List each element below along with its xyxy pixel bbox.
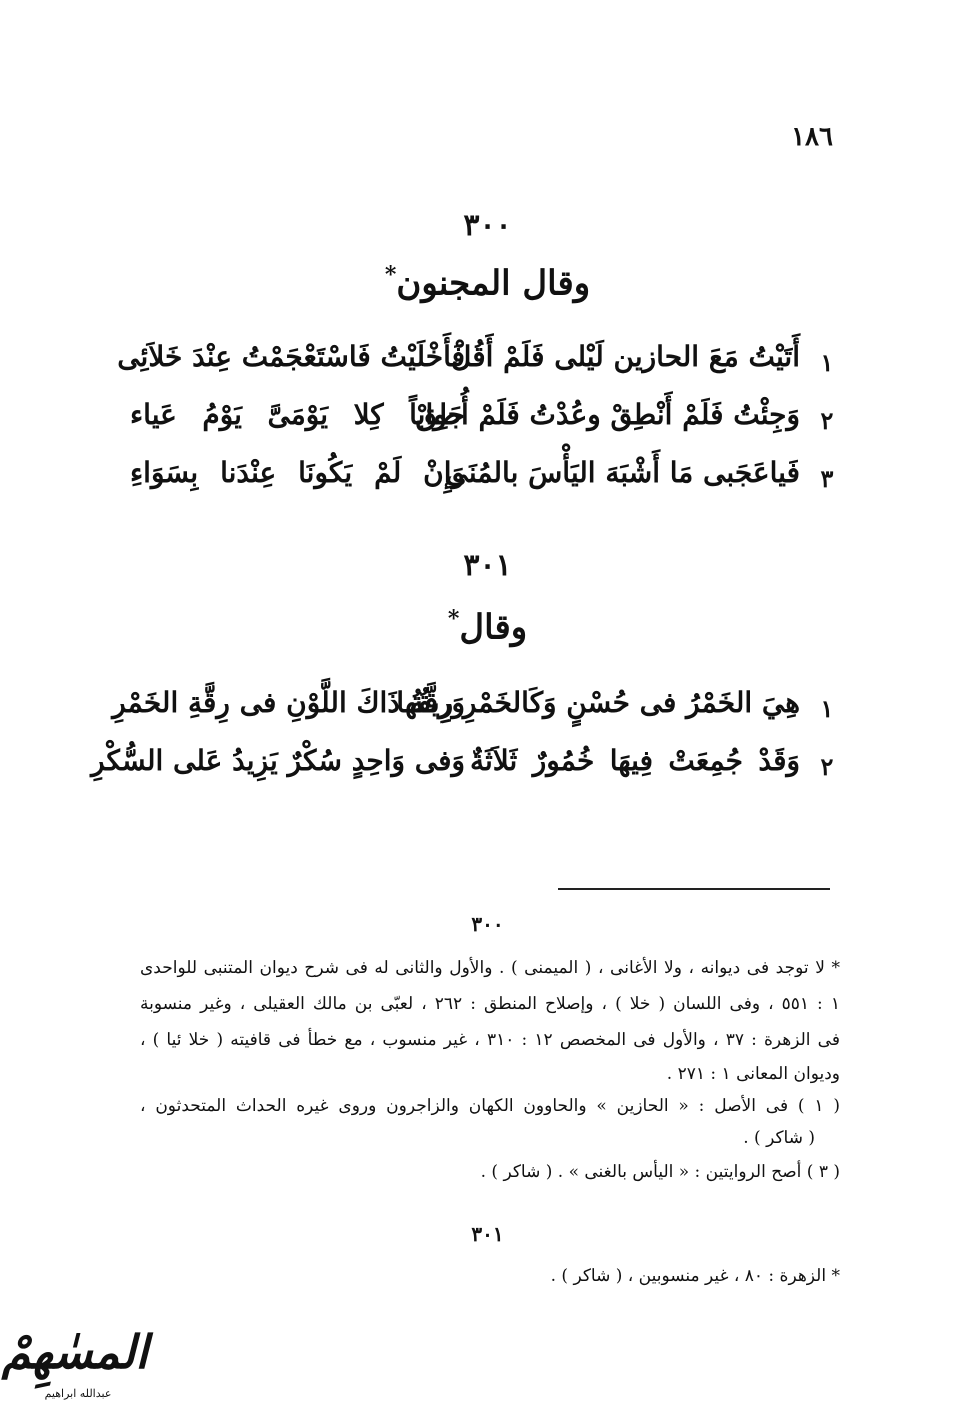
poem-number: ٣٠١ — [463, 548, 512, 583]
poem-heading — [0, 262, 975, 303]
verse-first-hemistich: فَياعَجَبى مَا أَشْبَهَ اليَأْسَ بالمُنَى — [445, 456, 800, 489]
library-stamp-logo — [1, 1325, 148, 1415]
poem-heading-text: وقال المجنون — [396, 263, 591, 304]
verse-second-hemistich: وَفى وَاحِدٍ سُكْرٌ يَزِيدُ عَلى السُّكْرِ — [91, 744, 465, 777]
verse-number: ٢ — [820, 406, 834, 435]
verse-second-hemistich: وَرِقَّةُ ذَاكَ اللَّوْنِ فى رِقَّةِ الخَمْرِ — [112, 686, 465, 719]
footnote-section-number: ٣٠١ — [471, 1222, 504, 1246]
verse — [91, 744, 840, 794]
footnote-marker: * — [384, 262, 397, 288]
verse-number: ١ — [820, 348, 834, 377]
footnote-marker: * — [447, 606, 460, 632]
footnote-section-number: ٣٠٠ — [471, 912, 504, 936]
footnote-divider — [558, 888, 830, 890]
verse-first-hemistich: أَتَيْتُ مَعَ الحازين لَيْلى فَلَمْ أَقُلْ — [451, 340, 800, 373]
footnote-line: ١ : ٥٥١ ، وفى اللسان ( خلا ) ، وإصلاح المنطق : ٢٦٢ ، لعبّى بن مالك العقيلى ، وغير منسوبة — [140, 994, 840, 1014]
verse-number: ٢ — [820, 752, 834, 781]
verse-second-hemistich: جَواباً كِلا يَوْمَىَّ يَوْمُ عَياء — [130, 398, 465, 431]
verse-second-hemistich: فَأَخْلَيْتُ فَاسْتَعْجَمْتُ عِنْدَ خَلاَئِى — [117, 340, 465, 373]
verse — [117, 340, 840, 390]
poem-heading — [0, 606, 975, 647]
verse — [130, 398, 840, 448]
verse-second-hemistich: وَإِنْ لَمْ يَكُونَا عِنْدَنا بِسَوَاءِ — [130, 456, 465, 489]
footnote-line: ( ١ ) فى الأصل : « الحازين » والحاوون الكهان والزاجرون وروى غيره الحداث المتحدثون ، — [140, 1096, 840, 1116]
poem-number: ٣٠٠ — [463, 208, 512, 243]
footnote-line: ( شاكر ) . — [743, 1128, 815, 1148]
footnote-line: * الزهرة : ٨٠ ، غير منسوبين ، ( شاكر ) . — [550, 1266, 840, 1286]
stamp-logo-subtext: عبدالله ابراهيم — [44, 1387, 112, 1400]
footnote-line: * لا توجد فى ديوانه ، ولا الأغانى ، ( الميمنى ) . والأول والثانى له فى شرح ديوان المتنبى للواحدى — [140, 958, 840, 978]
verse-first-hemistich: هِيَ الخَمْرُ فى حُسْنٍ وَكَالخَمْرِ رِيقُها — [396, 686, 800, 719]
verse-number: ١ — [820, 694, 834, 723]
verse-first-hemistich: وَجِئْتُ فَلَمْ أَنْطِقْ وعُدْتُ فَلَمْ أُطِقْ — [415, 398, 800, 431]
verse — [130, 456, 840, 506]
verse-first-hemistich: وَقَدْ جُمِعَتْ فِيهَا خُمُورٌ ثَلاَثَةٌ — [470, 744, 800, 777]
page-number: ١٨٦ — [791, 122, 833, 152]
stamp-logo-text: المسٰهِمْ — [1, 1325, 148, 1379]
verse — [112, 686, 840, 736]
footnote-line: فى الزهرة : ٣٧ ، والأول فى المخصص ١٢ : ٣١٠ ، غير منسوب ، مع خطأ فى قافيته ( خلا ئيا ) ، — [140, 1030, 840, 1050]
verse-number: ٣ — [820, 464, 834, 493]
poem-heading-text: وقال — [459, 607, 528, 648]
footnote-line: ( ٣ ) أصح الروايتين : « اليأس بالغنى » . ( شاكر ) . — [480, 1162, 840, 1182]
footnote-line: وديوان المعانى ١ : ٢٧١ . — [666, 1064, 840, 1084]
